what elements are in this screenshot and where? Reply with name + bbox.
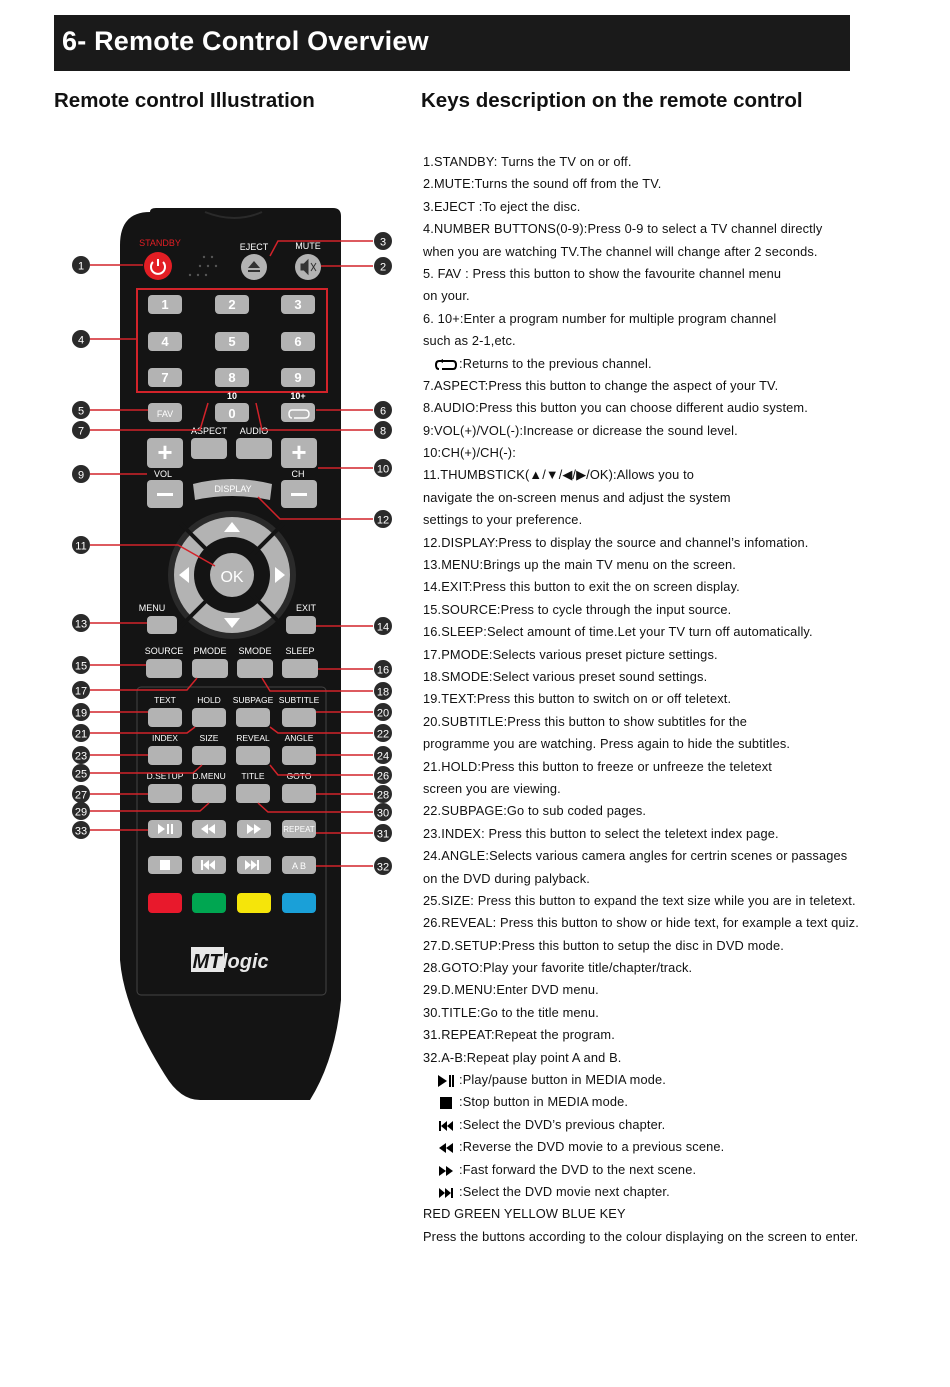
- callout-12-number: 12: [376, 514, 390, 527]
- key-description-text: :Returns to the previous channel.: [459, 355, 652, 371]
- ten-plus-label: 10+: [290, 391, 306, 401]
- reveal-label: REVEAL: [236, 733, 270, 743]
- size-button[interactable]: [192, 746, 226, 765]
- key-description-text: 21.HOLD:Press this button to freeze or unfreeze the teletext: [423, 758, 773, 774]
- callout-33-number: 33: [74, 825, 88, 838]
- index-button[interactable]: [148, 746, 182, 765]
- key-description-line: [423, 1136, 943, 1158]
- sleep-label: SLEEP: [285, 646, 315, 656]
- key-description-text: 4.NUMBER BUTTONS(0-9):Press 0-9 to select a TV channel directly: [423, 221, 823, 237]
- key-description-line: [423, 151, 943, 173]
- smode-label: SMODE: [238, 646, 272, 656]
- key-description-text: 8.AUDIO:Press this button you can choose different audio system.: [423, 400, 808, 416]
- key-description-line: [423, 285, 943, 307]
- key-description-text: 6. 10+:Enter a program number for multiple program channel: [423, 310, 777, 326]
- vol-down-icon: [157, 493, 173, 496]
- key-description-line: [423, 644, 943, 666]
- key-description-text: such as 2-1,etc.: [423, 333, 516, 349]
- callout-24-number: 24: [376, 750, 390, 763]
- key-description-text: 1.STANDBY: Turns the TV on or off.: [423, 154, 632, 169]
- callout-16-number: 16: [376, 664, 390, 677]
- digit-label: 3: [294, 297, 302, 312]
- key-description-line: [423, 487, 943, 509]
- key-description-text: 20.SUBTITLE:Press this button to show subtitles for the: [423, 713, 748, 729]
- key-description-line: [423, 1203, 943, 1225]
- vol-label: VOL: [153, 469, 173, 479]
- audio-button[interactable]: [236, 438, 272, 459]
- key-description-text: 12.DISPLAY:Press to display the source and channel’s infomation.: [423, 534, 809, 550]
- key-description-text: 30.TITLE:Go to the title menu.: [423, 1004, 599, 1020]
- dsetup-button[interactable]: [148, 784, 182, 803]
- callout-1-number: 1: [77, 260, 85, 273]
- subtitle-label: SUBTITLE: [278, 695, 320, 705]
- brand-logo-logic: logic: [222, 951, 269, 973]
- key-description-text: on the DVD during palyback.: [423, 870, 590, 886]
- ten-label: 10: [226, 391, 238, 401]
- key-description-line: [423, 173, 943, 195]
- callout-28-number: 28: [376, 789, 390, 802]
- speaker-dot: [197, 274, 199, 276]
- key-description-text: 7.ASPECT:Press this button to change the aspect of your TV.: [423, 377, 779, 393]
- key-description-line: [423, 666, 943, 688]
- size-label: SIZE: [199, 733, 219, 743]
- play-pause-icon: [433, 1069, 459, 1091]
- speaker-dot: [205, 274, 207, 276]
- subtitle-button[interactable]: [282, 708, 316, 727]
- callout-32-number: 32: [376, 861, 390, 874]
- callout-13-number: 13: [74, 618, 88, 631]
- vol-up-icon: +: [157, 437, 173, 467]
- subpage-button[interactable]: [236, 708, 270, 727]
- key-description-line: [423, 845, 943, 867]
- callout-27-number: 27: [74, 789, 88, 802]
- callout-10-number: 10: [376, 463, 390, 476]
- digit-label: 2: [228, 297, 236, 312]
- menu-button[interactable]: [147, 616, 177, 634]
- aspect-button[interactable]: [191, 438, 227, 459]
- key-description-text: 23.INDEX: Press this button to select the teletext index page.: [423, 825, 779, 841]
- header-bar: [54, 15, 850, 71]
- smode-button[interactable]: [237, 659, 273, 678]
- key-description-line: [423, 711, 943, 733]
- digit-label: 7: [161, 370, 169, 385]
- key-description-text: programme you are watching. Press again to hide the subtitles.: [423, 736, 791, 752]
- key-description-line: [423, 868, 943, 890]
- callout-2-number: 2: [379, 261, 387, 274]
- key-description-line: [423, 218, 943, 240]
- key-description-text: 22.SUBPAGE:Go to sub coded pages.: [423, 803, 647, 819]
- key-description-text: settings to your preference.: [423, 512, 583, 528]
- key-description-text: 29.D.MENU:Enter DVD menu.: [423, 982, 599, 998]
- key-description-text: :Play/pause button in MEDIA mode.: [459, 1072, 666, 1088]
- key-description-line: [423, 509, 943, 531]
- key-description-line: [423, 576, 943, 598]
- keys-description-heading: Keys description on the remote control: [421, 89, 803, 112]
- key-description-line: [423, 979, 943, 1001]
- callout-18-number: 18: [376, 686, 390, 699]
- callout-5-number: 5: [77, 405, 85, 418]
- key-description-line: [423, 823, 943, 845]
- callout-25-number: 25: [74, 768, 88, 781]
- ch-up-icon: +: [291, 437, 307, 467]
- key-description-line: [423, 935, 943, 957]
- key-description-line: [423, 375, 943, 397]
- callout-23-number: 23: [74, 750, 88, 763]
- key-description-line: [423, 196, 943, 218]
- key-description-line: [423, 1091, 943, 1113]
- subpage-label: SUBPAGE: [232, 695, 274, 705]
- key-description-line: [423, 464, 943, 486]
- key-description-text: 26.REVEAL: Press this button to show or hide text, for example a text quiz.: [423, 915, 859, 931]
- key-description-line: [423, 397, 943, 419]
- key-description-text: 15.SOURCE:Press to cycle through the input source.: [423, 601, 732, 617]
- goto-label: GOTO: [286, 771, 312, 781]
- key-description-line: [423, 1069, 943, 1091]
- speaker-dot: [199, 265, 201, 267]
- digit-label: 9: [294, 370, 302, 385]
- key-description-text: :Stop button in MEDIA mode.: [459, 1094, 629, 1110]
- key-description-text: :Select the DVD’s previous chapter.: [459, 1116, 666, 1132]
- pmode-label: PMODE: [193, 646, 227, 656]
- exit-button[interactable]: [286, 616, 316, 634]
- key-description-line: [423, 532, 943, 554]
- sleep-button[interactable]: [282, 659, 318, 678]
- key-description-line: [423, 1024, 943, 1046]
- key-description-line: [423, 1226, 943, 1248]
- source-button[interactable]: [146, 659, 182, 678]
- digit-label: 0: [228, 406, 236, 421]
- red-key-button[interactable]: [148, 893, 182, 913]
- key-description-text: Press the buttons according to the colour displaying on the screen to enter.: [423, 1228, 859, 1244]
- title-button[interactable]: [236, 784, 270, 803]
- callout-14-number: 14: [376, 621, 390, 634]
- text-button[interactable]: [148, 708, 182, 727]
- green-key-button[interactable]: [192, 893, 226, 913]
- key-description-line: [423, 599, 943, 621]
- source-label: SOURCE: [144, 646, 184, 656]
- key-description-text: 25.SIZE: Press this button to expand the text size while you are in teletext.: [423, 892, 856, 908]
- key-description-text: 28.GOTO:Play your favorite title/chapter/track.: [423, 960, 693, 976]
- callout-11-number: 11: [75, 540, 87, 553]
- title-label: TITLE: [241, 771, 265, 781]
- key-description-line: [423, 353, 943, 375]
- previous-chapter-icon: [433, 1114, 459, 1136]
- audio-label: AUDIO: [239, 426, 269, 436]
- hold-label: HOLD: [197, 695, 221, 705]
- exit-label: EXIT: [295, 603, 317, 613]
- key-description-text: :Reverse the DVD movie to a previous scene.: [459, 1139, 725, 1155]
- ok-label: OK: [220, 569, 244, 586]
- key-description-line: [423, 442, 943, 464]
- text-label: TEXT: [154, 695, 176, 705]
- brand-logo-mt: MT: [192, 951, 222, 973]
- key-description-text: 9:VOL(+)/VOL(-):Increase or dicrease the sound level.: [423, 422, 738, 438]
- rewind-icon: [433, 1137, 459, 1159]
- callout-30-number: 30: [376, 807, 390, 820]
- dmenu-button[interactable]: [192, 784, 226, 803]
- keys-description-list: [423, 151, 943, 1248]
- display-label: DISPLAY: [214, 484, 252, 494]
- key-description-text: 5. FAV : Press this button to show the favourite channel menu: [423, 265, 782, 281]
- stop-icon: [433, 1092, 459, 1114]
- key-description-text: 3.EJECT :To eject the disc.: [423, 198, 581, 214]
- key-description-text: :Fast forward the DVD to the next scene.: [459, 1161, 697, 1177]
- key-description-text: navigate the on-screen menus and adjust the system: [423, 489, 731, 505]
- key-description-line: [423, 554, 943, 576]
- key-description-text: 11.THUMBSTICK(▲/▼/◀/▶/OK):Allows you to: [423, 467, 695, 483]
- reveal-button[interactable]: [236, 746, 270, 765]
- pmode-button[interactable]: [192, 659, 228, 678]
- key-description-line: [423, 733, 943, 755]
- callout-29-number: 29: [74, 806, 88, 819]
- callout-20-number: 20: [376, 707, 390, 720]
- return-icon: [433, 353, 459, 375]
- key-description-line: [423, 420, 943, 442]
- key-description-text: 24.ANGLE:Selects various camera angles for certrin scenes or passages: [423, 848, 848, 864]
- digit-label: 4: [161, 334, 169, 349]
- key-description-line: [423, 330, 943, 352]
- remote-control-illustration: [0, 190, 420, 1120]
- callout-19-number: 19: [74, 707, 88, 720]
- key-description-text: 17.PMODE:Selects various preset picture settings.: [423, 646, 718, 662]
- dmenu-label: D.MENU: [192, 771, 226, 781]
- speaker-dot: [215, 265, 217, 267]
- fav-label: FAV: [156, 409, 174, 419]
- digit-label: 6: [294, 334, 302, 349]
- callout-4-number: 4: [77, 334, 85, 347]
- key-description-line: [423, 1181, 943, 1203]
- key-description-line: [423, 890, 943, 912]
- key-description-line: [423, 778, 943, 800]
- repeat-label: REPEAT: [283, 825, 315, 834]
- key-description-text: 10:CH(+)/CH(-):: [423, 445, 516, 461]
- angle-label: ANGLE: [284, 733, 314, 743]
- ch-label: CH: [291, 469, 305, 479]
- callout-26-number: 26: [376, 770, 390, 783]
- key-description-text: 14.EXIT:Press this button to exit the on screen display.: [423, 579, 740, 595]
- key-description-line: [423, 800, 943, 822]
- callout-7-number: 7: [77, 425, 85, 438]
- key-description-line: [423, 621, 943, 643]
- key-description-line: [423, 263, 943, 285]
- key-description-line: [423, 756, 943, 778]
- return-button[interactable]: [281, 403, 315, 422]
- key-description-text: 19.TEXT:Press this button to switch on or off teletext.: [423, 691, 732, 707]
- hold-button[interactable]: [192, 708, 226, 727]
- mute-label: MUTE: [295, 241, 321, 251]
- blue-key-button[interactable]: [282, 893, 316, 913]
- key-description-line: [423, 688, 943, 710]
- stop-icon: [160, 860, 170, 870]
- key-description-line: [423, 1002, 943, 1024]
- key-description-line: [423, 308, 943, 330]
- dsetup-label: D.SETUP: [146, 771, 184, 781]
- standby-label: STANDBY: [139, 238, 181, 248]
- fast-forward-icon: [433, 1159, 459, 1181]
- key-description-text: RED GREEN YELLOW BLUE KEY: [423, 1206, 626, 1222]
- key-description-text: 13.MENU:Brings up the main TV menu on the screen.: [423, 557, 736, 573]
- callout-17-number: 17: [74, 685, 88, 698]
- key-description-text: 32.A-B:Repeat play point A and B.: [423, 1049, 622, 1065]
- speaker-dot: [203, 256, 205, 258]
- digit-label: 8: [228, 370, 236, 385]
- next-chapter-icon: [433, 1181, 459, 1203]
- speaker-dot: [207, 265, 209, 267]
- menu-label: MENU: [138, 603, 166, 613]
- speaker-dot: [189, 274, 191, 276]
- key-description-text: 18.SMODE:Select various preset sound settings.: [423, 668, 708, 684]
- key-description-text: on your.: [423, 288, 470, 304]
- callout-31-number: 31: [376, 828, 390, 841]
- ab-label: A B: [291, 861, 307, 871]
- speaker-dot: [211, 256, 213, 258]
- digit-label: 5: [228, 334, 236, 349]
- aspect-label: ASPECT: [190, 426, 228, 436]
- angle-button[interactable]: [282, 746, 316, 765]
- yellow-key-button[interactable]: [237, 893, 271, 913]
- callout-15-number: 15: [74, 660, 88, 673]
- key-description-line: [423, 1047, 943, 1069]
- callout-6-number: 6: [379, 405, 387, 418]
- callout-22-number: 22: [376, 728, 390, 741]
- key-description-line: [423, 241, 943, 263]
- remote-illustration-heading: Remote control Illustration: [54, 89, 315, 112]
- key-description-line: [423, 1159, 943, 1181]
- callout-3-number: 3: [379, 236, 387, 249]
- callout-8-number: 8: [379, 425, 387, 438]
- key-description-text: when you are watching TV.The channel will change after 2 seconds.: [423, 243, 818, 259]
- callout-21-number: 21: [74, 728, 88, 741]
- goto-button[interactable]: [282, 784, 316, 803]
- page-title: 6- Remote Control Overview: [62, 26, 429, 56]
- key-description-text: 2.MUTE:Turns the sound off from the TV.: [423, 176, 662, 192]
- key-description-line: [423, 957, 943, 979]
- callout-9-number: 9: [77, 469, 85, 482]
- key-description-text: 31.REPEAT:Repeat the program.: [423, 1027, 615, 1043]
- eject-label: EJECT: [239, 242, 269, 252]
- key-description-text: :Select the DVD movie next chapter.: [459, 1183, 670, 1199]
- key-description-line: [423, 912, 943, 934]
- key-description-line: [423, 1114, 943, 1136]
- key-description-text: screen you are viewing.: [423, 780, 561, 796]
- index-label: INDEX: [152, 733, 178, 743]
- ch-down-icon: [291, 493, 307, 496]
- key-description-text: 27.D.SETUP:Press this button to setup the disc in DVD mode.: [423, 937, 784, 953]
- digit-label: 1: [161, 297, 169, 312]
- key-description-text: 16.SLEEP:Select amount of time.Let your TV turn off automatically.: [423, 624, 813, 640]
